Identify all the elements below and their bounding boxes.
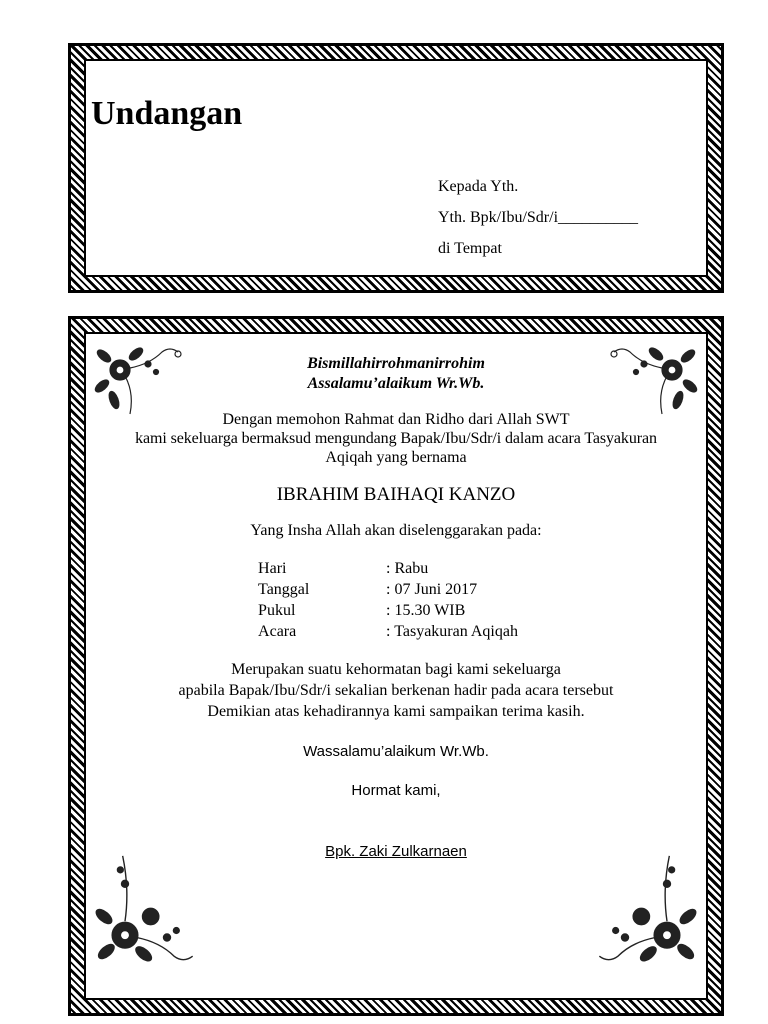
closing-line-2: apabila Bapak/Ibu/Sdr/i sekalian berkenan hadir pada acara tersebut [178,682,614,699]
closing-paragraph [68,659,724,722]
invitation-body [68,354,724,861]
signatory-name: Bpk. Zaki Zulkarnaen [325,843,467,860]
intro-line-2: kami sekeluarga bermaksud mengundang Bapak/Ibu/Sdr/i dalam acara Tasyakuran [135,430,657,447]
address-line-2: Yth. Bpk/Ibu/Sdr/i__________ [438,209,639,226]
intro-line-1: Dengan memohon Rahmat dan Ridho dari Allah SWT [222,411,570,428]
closing-greeting: Wassalamu’alaikum Wr.Wb. [303,743,489,760]
detail-row-time [258,600,518,621]
detail-value: : Rabu [386,560,429,577]
regards: Hormat kami, [351,782,441,799]
header-card [68,43,724,293]
event-announcement: Yang Insha Allah akan diselenggarakan pada: [250,522,542,539]
child-name: IBRAHIM BAIHAQI KANZO [276,484,516,505]
closing-line-1: Merupakan suatu kehormatan bagi kami sekeluarga [231,661,561,678]
floral-corner-ornament-icon [590,848,702,978]
detail-row-day [258,558,518,579]
detail-row-date [258,579,518,600]
invitation-card [68,316,724,1016]
address-line-1: Kepada Yth. [438,178,519,195]
detail-label: Pukul [258,602,296,619]
detail-value: : Tasyakuran Aqiqah [386,623,518,640]
detail-label: Acara [258,623,297,640]
intro-line-3: Aqiqah yang bernama [325,449,467,466]
opening-greeting: Assalamu’alaikum Wr.Wb. [307,375,485,392]
detail-label: Tanggal [258,581,310,598]
floral-corner-ornament-icon [90,848,202,978]
detail-value: : 15.30 WIB [386,602,466,619]
address-line-3: di Tempat [438,240,502,257]
event-details-table [258,558,518,642]
detail-row-event [258,621,518,642]
detail-value: : 07 Juni 2017 [386,581,478,598]
detail-label: Hari [258,560,287,577]
closing-line-3: Demikian atas kehadirannya kami sampaikan terima kasih. [207,703,585,720]
opening-basmalah: Bismillahirrohmanirrohim [307,355,485,372]
recipient-address [438,171,638,264]
page-title: Undangan [91,95,243,132]
